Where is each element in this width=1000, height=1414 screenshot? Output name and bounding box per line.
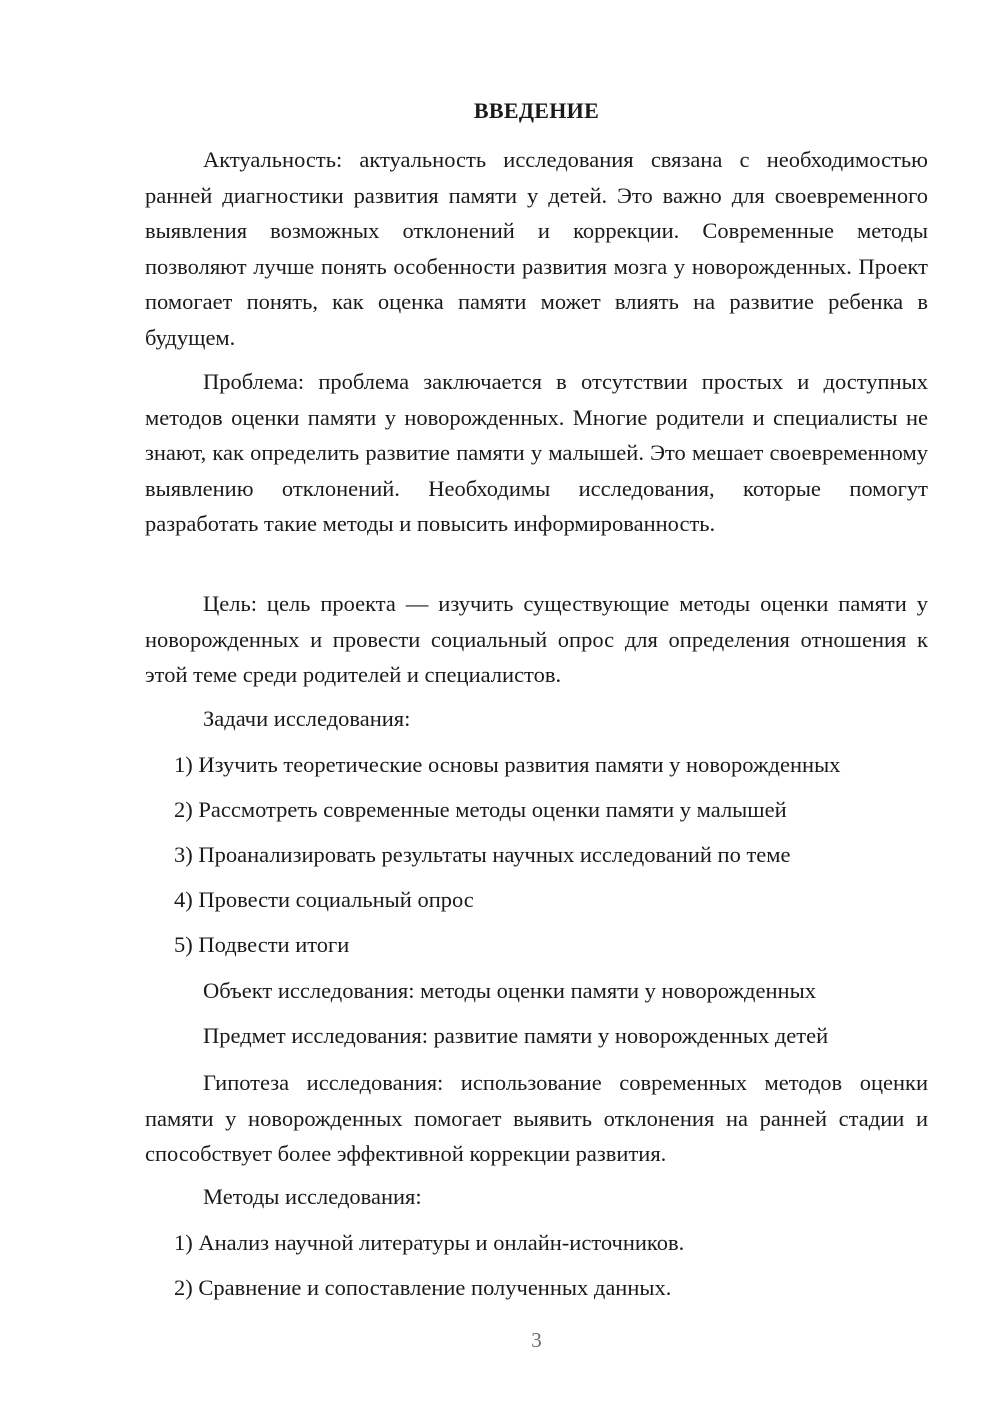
list-item: 2) Сравнение и сопоставление полученных данных.	[174, 1275, 672, 1300]
page-number: 3	[531, 1328, 542, 1352]
list-item: 1) Анализ научной литературы и онлайн-источников.	[174, 1230, 685, 1255]
list-item: 4) Провести социальный опрос	[174, 887, 474, 912]
list-item: 5) Подвести итоги	[174, 932, 350, 957]
relevance-paragraph: Актуальность: актуальность исследования связана с необходимостью ранней диагностики развития памяти у детей. Это важно для своевременного выявления возможных отклонений и коррекции. Современные методы позволяют лучше понять особенности развития мозга у новорожденных. Проект помогает понять, как оценка памяти может влиять на развитие ребенка в будущем.	[145, 147, 928, 350]
goal-paragraph: Цель: цель проекта — изучить существующие методы оценки памяти у новорожденных и провести социальный опрос для определения отношения к этой теме среди родителей и специалистов.	[145, 591, 928, 687]
page-title: ВВЕДЕНИЕ	[473, 98, 600, 123]
object-line: Объект исследования: методы оценки памяти у новорожденных	[203, 978, 816, 1003]
list-item: 2) Рассмотреть современные методы оценки памяти у малышей	[174, 797, 787, 822]
problem-paragraph: Проблема: проблема заключается в отсутствии простых и доступных методов оценки памяти у новорожденных. Многие родители и специалисты не знают, как определить развитие памяти у малышей. Это мешает своевременному выявлению отклонений. Необходимы исследования, которые помогут разработать такие методы и повысить информированность.	[145, 369, 928, 536]
list-item: 3) Проанализировать результаты научных исследований по теме	[174, 842, 791, 867]
hypothesis-paragraph: Гипотеза исследования: использование современных методов оценки памяти у новорожденных помогает выявить отклонения на ранней стадии и способствует более эффективной коррекции развития.	[145, 1070, 928, 1166]
tasks-heading: Задачи исследования:	[203, 706, 411, 731]
list-item: 1) Изучить теоретические основы развития памяти у новорожденных	[174, 752, 841, 777]
subject-line: Предмет исследования: развитие памяти у новорожденных детей	[203, 1023, 829, 1048]
methods-heading: Методы исследования:	[203, 1184, 422, 1209]
